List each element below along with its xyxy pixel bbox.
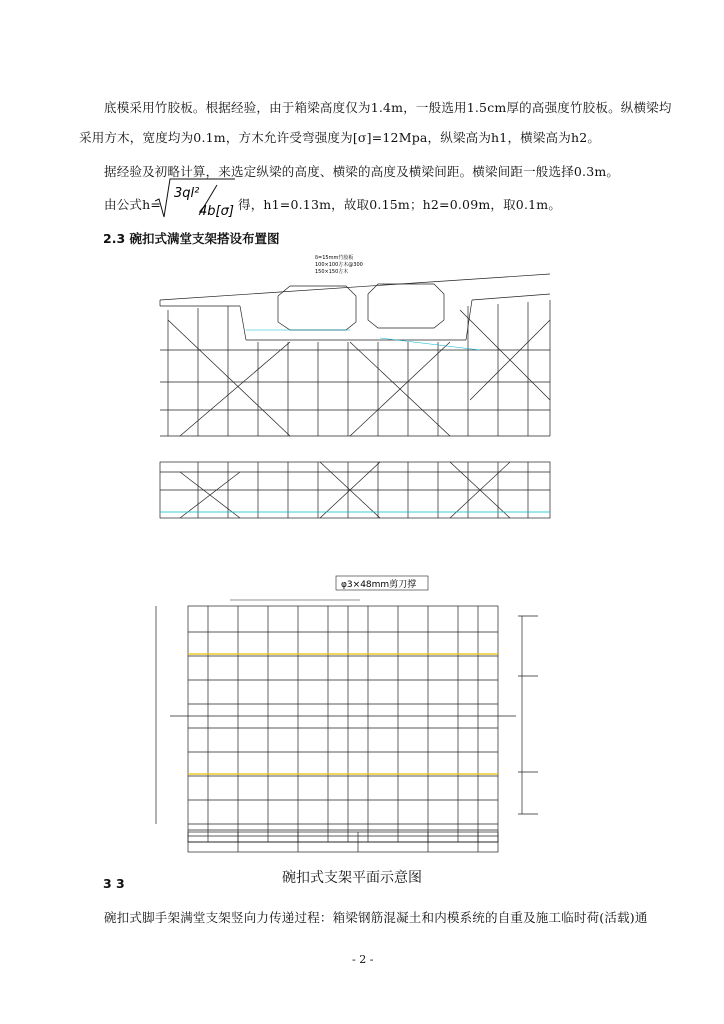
- paragraph-line: 采用方木，宽度均为0.1m，方木允许受弯强度为[σ]=12Mpa，纵梁高为h1，横梁高为h2。: [79, 130, 601, 145]
- paragraph-line: 据经验及初略计算，来选定纵梁的高度、横梁的高度及横梁间距。横梁间距一般选择0.3m。: [104, 164, 620, 179]
- formula-numerator: 3ql²: [174, 186, 200, 201]
- formula-prefix: 由公式h=: [104, 197, 162, 212]
- section-heading: 2.3 碗扣式满堂支架搭设布置图: [103, 231, 280, 246]
- section-heading: 3 3: [103, 876, 125, 891]
- elevation-note: 150×150方木: [315, 269, 349, 275]
- elevation-note: 100×100方木@300: [315, 262, 363, 268]
- elevation-drawing: [150, 250, 560, 522]
- paragraph-line: 碗扣式脚手架满堂支架竖向力传递过程：箱梁钢筋混凝土和内模系统的自重及施工临时荷(活载)通: [104, 910, 648, 925]
- plan-top-label: φ3×48mm剪刀撑: [341, 580, 417, 590]
- formula-result: 得，h1=0.13m，故取0.15m；h2=0.09m，取0.1m。: [238, 197, 562, 212]
- elevation-note: δ=15mm竹胶板: [315, 255, 354, 261]
- figure-caption: 碗扣式支架平面示意图: [282, 870, 422, 886]
- page-number: - 2 -: [352, 953, 374, 966]
- formula-denominator: 4b[σ]: [199, 204, 234, 219]
- formula-sqrt: [155, 177, 235, 221]
- paragraph-line: 底模采用竹胶板。根据经验，由于箱梁高度仅为1.4m，一般选用1.5cm厚的高强度竹胶板。纵横梁均: [104, 100, 672, 115]
- plan-drawing: [140, 572, 560, 860]
